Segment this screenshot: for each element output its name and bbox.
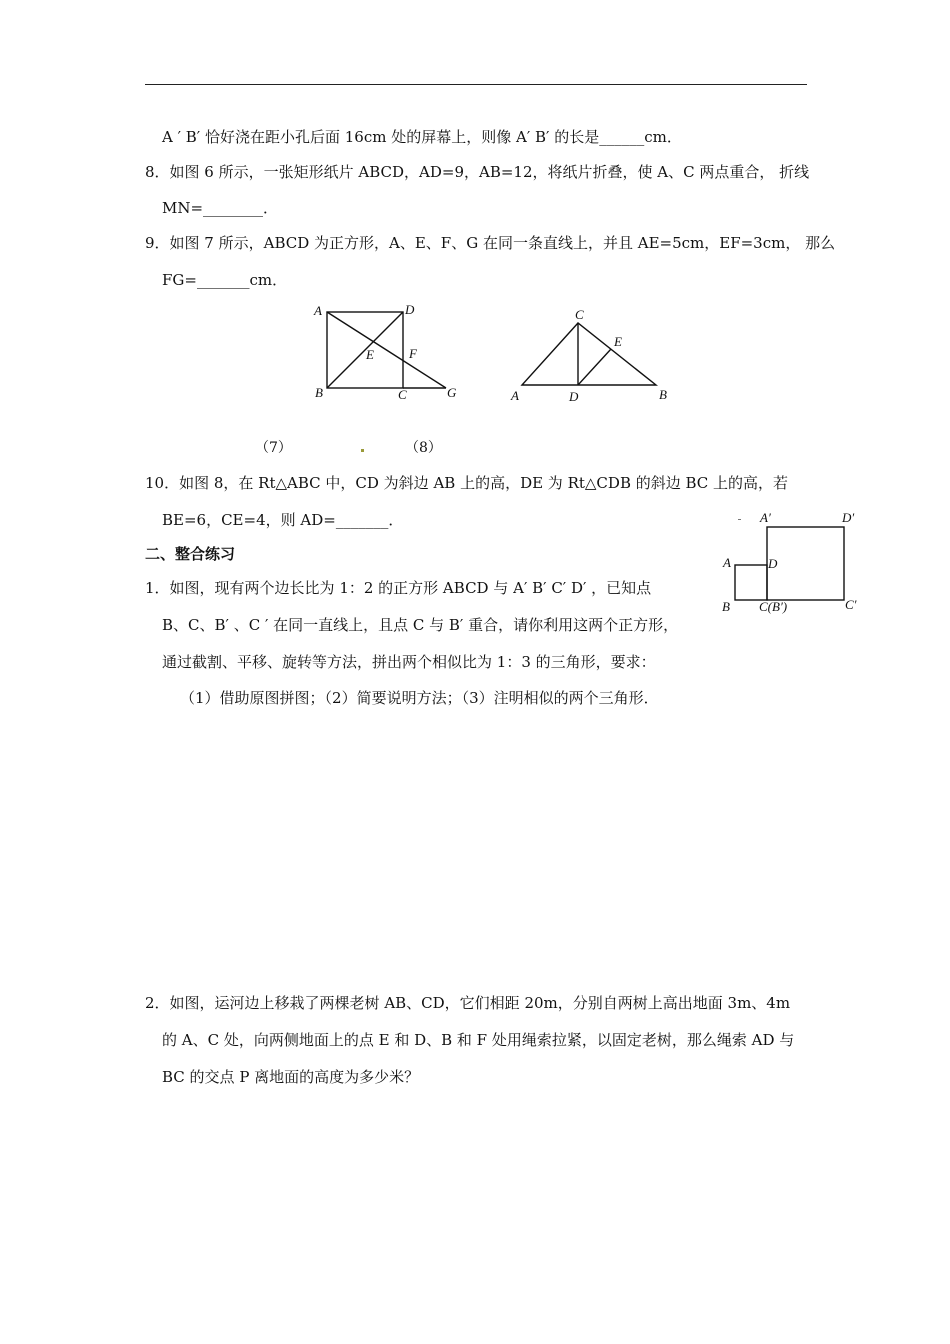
question-8-line1: 8．如图 6 所示，一张矩形纸片 ABCD，AD=9，AB=12，将纸片折叠，使 A、C 两点重合， 折线	[145, 163, 810, 181]
fig7-label-A: A	[314, 303, 322, 318]
fig7-label-G: G	[447, 385, 457, 400]
problem-2-line2: 的 A、C 处，向两侧地面上的点 E 和 D、B 和 F 处用绳索拉紧，以固定老树，那么绳索 AD 与	[162, 1031, 795, 1049]
squares-label-D: D	[768, 556, 778, 571]
squares-label-A: A	[723, 555, 731, 570]
fig7-label-B: B	[315, 385, 323, 400]
fig7-diagonal-BD	[327, 312, 403, 388]
question-9-line1: 9．如图 7 所示，ABCD 为正方形，A、E、F、G 在同一条直线上，并且 AE=5cm，EF=3cm， 那么	[145, 234, 836, 252]
large-square-A1B1C1D1	[767, 527, 844, 600]
fig7-label-C: C	[398, 387, 407, 402]
fig8-triangle-ABC	[522, 323, 656, 385]
problem-2-line3: BC 的交点 P 离地面的高度为多少米？	[162, 1068, 420, 1086]
fig8-altitude-DE	[578, 349, 611, 385]
question-8-line2: MN=________．	[162, 199, 279, 217]
squares-label-C-B-prime: C(B′)	[759, 599, 788, 614]
squares-label-A-prime: A′	[760, 510, 771, 525]
problem-2-line1: 2．如图，运河边上移栽了两棵老树 AB、CD，它们相距 20m，分别自两树上高出地面 3m、4m	[145, 994, 791, 1012]
question-9-line2: FG=_______cm．	[162, 271, 288, 289]
fig8-label-A: A	[511, 388, 519, 403]
question-10-line1: 10．如图 8，在 Rt△ABC 中，CD 为斜边 AB 上的高，DE 为 Rt△CDB 的斜边 BC 上的高，若	[145, 474, 789, 492]
fig8-label-C: C	[575, 307, 584, 322]
stray-mark	[738, 519, 741, 520]
fig8-label-D: D	[569, 389, 579, 404]
fig7-line-AG	[327, 312, 446, 388]
figure-7	[312, 302, 462, 407]
figure-8-caption: （8）	[405, 440, 442, 456]
figure-7-caption: （7）	[255, 440, 292, 456]
problem-1-line3: 通过截割、平移、旋转等方法，拼出两个相似比为 1：3 的三角形，要求：	[162, 653, 656, 671]
stray-dot	[361, 449, 364, 452]
figure-8	[510, 305, 670, 395]
squares-label-B: B	[722, 599, 730, 614]
fig7-label-E: E	[366, 347, 374, 362]
problem-1-line2: B、C、B′ 、C ′ 在同一直线上，且点 C 与 B′ 重合，请你利用这两个正方形，	[162, 616, 679, 634]
fig8-label-E: E	[614, 334, 622, 349]
section-title: 二、整合练习	[145, 545, 236, 563]
problem-1-line4: （1）借助原图拼图；（2）简要说明方法；（3）注明相似的两个三角形．	[180, 689, 659, 707]
squares-label-D-prime: D′	[842, 510, 855, 525]
header-rule	[145, 84, 807, 85]
fig7-label-F: F	[409, 346, 417, 361]
problem-1-line1: 1．如图，现有两个边长比为 1：2 的正方形 ABCD 与 A′ B′ C′ D′ ，已知点	[145, 579, 652, 597]
squares-label-C-prime: C′	[845, 597, 857, 612]
fig7-label-D: D	[405, 302, 415, 317]
question-10-line2: BE=6，CE=4，则 AD=_______．	[162, 511, 404, 529]
text-line-continuation: A ′ B′ 恰好浇在距小孔后面 16cm 处的屏幕上，则像 A′ B′ 的长是______cm．	[162, 128, 682, 146]
fig8-label-B: B	[659, 387, 667, 402]
small-square-ABCD	[735, 565, 767, 600]
figure-two-squares	[725, 515, 855, 620]
